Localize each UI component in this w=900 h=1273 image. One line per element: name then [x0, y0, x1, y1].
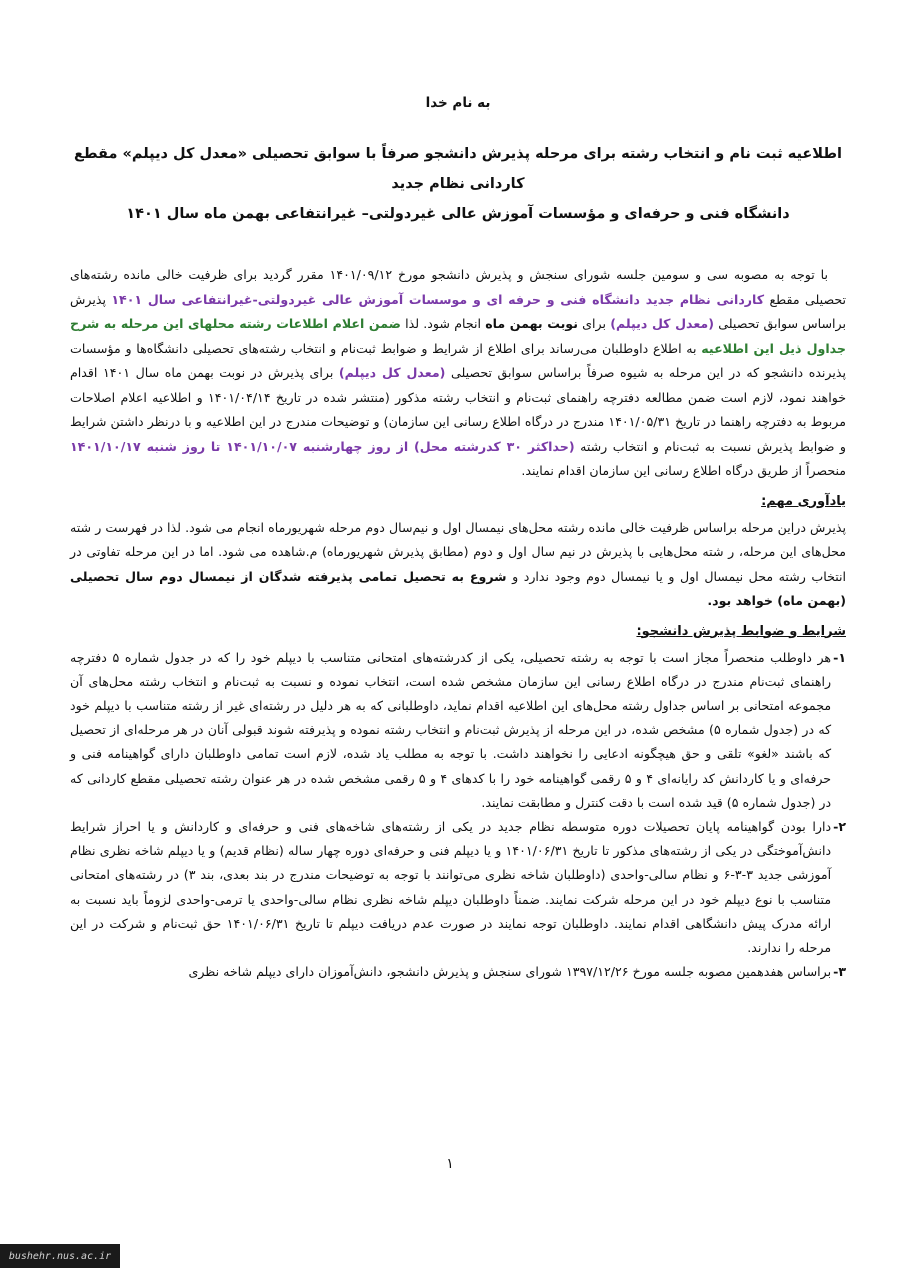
- announcement-title: [70, 139, 846, 229]
- intro-text-14: منحصراً از طریق درگاه اطلاع رسانی این سازمان اقدام نمایند.: [521, 463, 846, 478]
- document-page: [70, 95, 846, 984]
- intro-highlight-gpa-2: (معدل کل دیپلم): [338, 365, 446, 380]
- intro-highlight-max-choices: (حداکثر ۳۰ کدرشته محل): [414, 438, 575, 454]
- condition-text: دارا بودن گواهینامه پایان تحصیلات دوره متوسطه نظام جدید در یکی از رشته‌های شاخه‌های فنی و حرفه‌ای و کاردانش و یا احراز شرایط دانش‌آموختگی در یکی از رشته‌های مذکور تا تاریخ ۱۴۰۱/۰۶/۳۱ و یا دیپلم فنی و حرفه‌ای دوره چهار ساله (نظام قدیم) و یا دیپلم شاخه نظری نظام آموزشی جدید ۳-۳-۶ و نظام سالی-واحدی (داوطلبان شاخه نظری می‌توانند با توجه به توضیحات مندرج در بند بعدی، بند ۳) در رشته‌های امتحانی متناسب با نوع دیپلم خود در این مرحله شرکت نمایند. ضمناً داوطلبان دیپلم شاخه نظری نظام سالی-واحدی یا ترمی-واحدی لزوماً باید نسبت به ارائه مدرک پیش دانشگاهی اقدام نمایند. داوطلبان توجه نمایند در صورت عدم دریافت دیپلم تا تاریخ ۱۴۰۱/۰۶/۳۱ حق ثبت‌نام و شرکت در این مرحله را ندارند.: [70, 818, 832, 955]
- condition-item: [70, 960, 846, 984]
- reminder-heading: یادآوری مهم:: [761, 493, 846, 509]
- basmala-heading: به نام خدا: [425, 95, 491, 111]
- reminder-highlight: شروع به تحصیل تمامی پذیرفته شدگان از نیمسال دوم سال تحصیلی (بهمن ماه) خواهد بود.: [70, 568, 846, 608]
- intro-highlight-gpa: (معدل کل دیپلم): [610, 316, 714, 331]
- intro-paragraph: [70, 263, 846, 484]
- intro-text-9: به اطلاع داوطلبان می‌رساند برای اطلاع از شرایط و ضوابط ثبت‌نام و انتخاب رشته‌های تحصیلی دانشگاه‌ها و مؤسسات پذیرنده دانشجو که در این مرحله به شیوه صرفاً براساس سوابق تحصیلی: [70, 340, 847, 380]
- intro-highlight-dates: از روز چهارشنبه ۱۴۰۱/۱۰/۰۷ تا روز شنبه ۱۴۰۱/۱۰/۱۷: [70, 438, 414, 454]
- condition-number: ۲-: [833, 818, 846, 834]
- title-line-1: اطلاعیه ثبت نام و انتخاب رشته برای مرحله پذیرش دانشجو صرفاً با سوابق تحصیلی «معدل کل دیپلم» مقطع کاردانی نظام جدید: [74, 146, 842, 192]
- intro-text-7: انجام شود. لذا: [400, 316, 486, 331]
- condition-text: هر داوطلب منحصراً مجاز است با توجه به رشته تحصیلی، یکی از کدرشته‌های امتحانی متناسب با دیپلم خود را که در جدول شماره ۵ دفترچه راهنمای ثبت‌نام مندرج در درگاه اطلاع رسانی این سازمان مشخص شده است، انتخاب نموده و نسبت به ثبت‌نام و انتخاب رشته محل‌های آن مجموعه امتحانی بر اساس جداول رشته محل‌های این اطلاعیه اقدام نماید، داوطلبانی که به هر دلیل در رشته‌ای غیر از رشته متناسب با دیپلم خود که در (جدول شماره ۵) مشخص شده، در این مرحله از پذیرش ثبت‌نام و انتخاب رشته نموده و پذیرفته شوند قبولی آنان در هر مرحله‌ای از تحصیل که باشند «لغو» تلقی و حق هیچگونه ادعایی را نخواهند داشت. با توجه به مطلب یاد شده، لازم است تمامی داوطلبان دارای گواهینامه فنی و حرفه‌ای و یا کاردانش کد رایانه‌ای ۴ و ۵ رقمی گواهینامه خود را با کدهای ۴ و ۵ رقمی مشخص شده در هر عنوان رشته تحصیلی مقطع کاردانی که در (جدول شماره ۵) قید شده است با دقت کنترل و مطابقت نمایند.: [70, 649, 832, 810]
- condition-item: [70, 646, 846, 815]
- intro-text-3: پذیرش براساس سوابق تحصیلی: [70, 291, 847, 331]
- condition-item: [70, 815, 846, 960]
- condition-number: ۱-: [833, 649, 846, 665]
- intro-highlight-program: کاردانی نظام جدید دانشگاه فنی و حرفه ای و موسسات آموزش عالی غیردولتی-غیرانتفاعی سال ۱۴۰۱: [111, 291, 765, 307]
- reminder-text: پذیرش دراین مرحله براساس ظرفیت خالی مانده رشته محل‌های نیمسال اول و نیم‌سال دوم مرحله شهریورماه انجام می شود. لذا در فهرست ر شته محل‌های این مرحله، ر شته محل‌هایی با پذیرش در نیم سال اول و دوم (مطابق پذیرش شهریورماه) م.شاهده می شود. اما در این مرحله تفاوتی در انتخاب رشته محل نیمسال اول و یا نیمسال دوم وجود ندارد و: [70, 519, 846, 584]
- condition-text: براساس هفدهمین مصوبه جلسه مورخ ۱۳۹۷/۱۲/۲۶ شورای سنجش و پذیرش دانشجو، دانش‌آموزان دارای دیپلم شاخه نظری: [188, 964, 832, 980]
- intro-text-11: برای پذیرش در نوبت بهمن ماه سال ۱۴۰۱ اقدام خواهند نمود، لازم است ضمن مطالعه دفترچه راهنمای ثبت‌نام و انتخاب رشته مذکور (منتشر شده در تاریخ ۱۴۰۱/۰۴/۱۴ و اطلاعیه اعلام اصلاحات مربوط به دفترچه راهنما در تاریخ ۱۴۰۱/۰۵/۳۱ مندرج در درگاه اطلاع رسانی این سازمان) و توضیحات مندرج در این اطلاعیه و با درنظر داشتن شرایط و ضوابط پذیرش نسبت به ثبت‌نام و انتخاب رشته: [70, 365, 846, 454]
- condition-number: ۳-: [833, 964, 846, 980]
- page-number: ۱: [446, 1156, 454, 1172]
- reminder-paragraph: [70, 516, 846, 614]
- title-line-2: دانشگاه فنی و حرفه‌ای و مؤسسات آموزش عالی غیردولتی– غیرانتفاعی بهمن ماه سال ۱۴۰۱: [126, 206, 790, 222]
- intro-highlight-bahman: نوبت بهمن ماه: [485, 316, 578, 331]
- intro-highlight-tables: ضمن اعلام اطلاعات رشته محلهای این مرحله به شرح جداول ذیل این اطلاعیه: [70, 316, 846, 356]
- intro-text-5: برای: [577, 316, 611, 331]
- intro-text-1: با توجه به مصوبه سی و سومین جلسه شورای سنجش و پذیرش دانشجو مورخ ۱۴۰۱/۰۹/۱۲ مقرر گردید برای ظرفیت خالی مانده رشته‌های تحصیلی مقطع: [70, 267, 847, 307]
- site-watermark-link[interactable]: bushehr.nus.ac.ir: [0, 1244, 120, 1268]
- conditions-heading: شرایط و ضوابط پذیرش دانشجو:: [636, 623, 846, 639]
